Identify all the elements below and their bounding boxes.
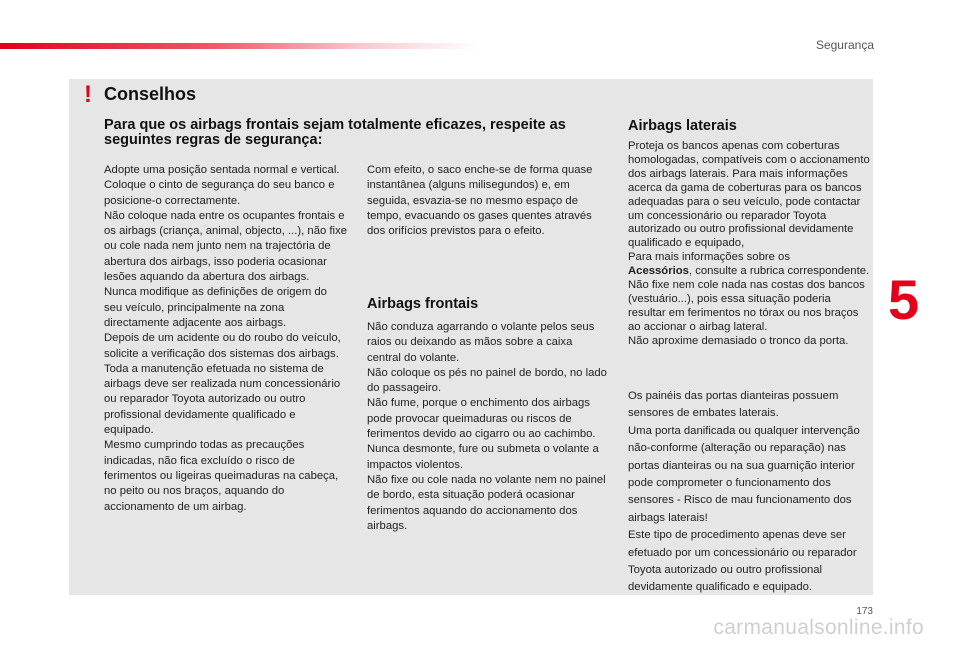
- panel-title: Conselhos: [104, 84, 197, 104]
- paragraph: Não aproxime demasiado o tronco da porta.: [628, 334, 849, 347]
- paragraph: Os painéis das portas dianteiras possuem sensores de embates laterais.: [628, 390, 839, 420]
- paragraph: Não fixe ou cole nada no volante nem no painel de bordo, esta situação poderá ocasionar ferimentos aquando do accionamento dos airbags.: [367, 473, 606, 532]
- column-2-top: [367, 163, 607, 239]
- paragraph: Não conduza agarrando o volante pelos seus raios ou deixando as mãos sobre a caixa central do volante.: [367, 321, 595, 364]
- text-span: , consulte a rubrica correspondente.: [688, 265, 870, 278]
- warning-icon: !: [84, 81, 92, 108]
- paragraph: Não coloque os pés no painel de bordo, no lado do passageiro.: [367, 366, 607, 395]
- paragraph: Mesmo cumprindo todas as precauções indicadas, não fica excluído o risco de ferimentos ou ligeiras queimaduras na cabeça, no peito ou nos braços, aquando do accionamento de um airbag.: [104, 439, 339, 513]
- header-accent-bar: [0, 43, 480, 49]
- paragraph: Não fixe nem cole nada nas costas dos bancos (vestuário...), pois essa situação poderia resultar em ferimentos no tórax ou nos braços ao accionar o airbag lateral.: [628, 279, 865, 333]
- text-span: Para mais informações sobre os: [628, 251, 790, 264]
- paragraph: Nunca desmonte, fure ou submeta o volante a impactos violentos.: [367, 443, 599, 471]
- paragraph: Uma porta danificada ou qualquer intervenção não-conforme (alteração ou reparação) nas portas dianteiras ou na sua guarnição interior pode comprometer o funcionamento dos sensores - Risco de mau funcionamento dos airbags laterais!: [628, 424, 860, 524]
- paragraph: Toda a manutenção efetuada no sistema de airbags deve ser realizada num concessionário ou reparador Toyota autorizado ou outro profissional devidamente qualificado e equipado.: [104, 362, 341, 437]
- chapter-number: 5: [888, 268, 920, 331]
- door-sensors-text: [628, 388, 866, 597]
- intro-heading: Para que os airbags frontais sejam totalmente eficazes, respeite as seguintes regras de segurança:: [104, 117, 566, 148]
- paragraph: Não fume, porque o enchimento dos airbags pode provocar queimaduras ou riscos de ferimentos devido ao cigarro ou ao cachimbo.: [367, 397, 596, 441]
- lateral-airbags-text: [628, 140, 870, 349]
- paragraph: Não coloque nada entre os ocupantes frontais e os airbags (criança, animal, objecto, ...), não fixe ou cole nada nem junto nem na trajectória de abertura dos airbags, isso poderia ocasionar lesões aquando da abertura dos airbags.: [104, 209, 347, 284]
- page-number: 173: [856, 606, 873, 617]
- paragraph: Este tipo de procedimento apenas deve ser efetuado por um concessionário ou reparador Toyota autorizado ou outro profissional devidamente qualificado e equipado.: [628, 529, 857, 594]
- section-title: Segurança: [815, 38, 874, 52]
- paragraph: Nunca modifique as definições de origem do seu veículo, principalmente na zona directamente adjacente aos airbags.: [104, 286, 327, 329]
- frontal-airbags-text: [367, 320, 607, 534]
- paragraph: Proteja os bancos apenas com coberturas homologadas, compatíveis com o accionamento dos airbags laterais. Para mais informações acerca da gama de coberturas para os bancos adequadas para o seu veículo, pode contactar um concessionário ou reparador Toyota autorizado ou outro profissional devidamente qualificado e equipado,: [628, 140, 870, 250]
- frontal-airbags-heading: Airbags frontais: [367, 296, 479, 312]
- lateral-airbags-heading: Airbags laterais: [628, 118, 737, 134]
- paragraph: Coloque o cinto de segurança do seu banco e posicione-o correctamente.: [104, 179, 335, 207]
- watermark: carmanualsonline.info: [713, 616, 924, 639]
- paragraph: Com efeito, o saco enche-se de forma quase instantânea (alguns milisegundos) e, em seguida, esvazia-se no mesmo espaço de tempo, evacuando os gases quentes através dos orifícios previstos para o efeito.: [367, 164, 593, 238]
- paragraph: [628, 251, 870, 279]
- paragraph: Adopte uma posição sentada normal e vertical.: [104, 164, 340, 176]
- accessories-bold: Acessórios: [628, 265, 689, 278]
- column-1: [104, 163, 348, 515]
- paragraph: Depois de um acidente ou do roubo do veículo, solicite a verificação dos sistemas dos airbags.: [104, 332, 341, 360]
